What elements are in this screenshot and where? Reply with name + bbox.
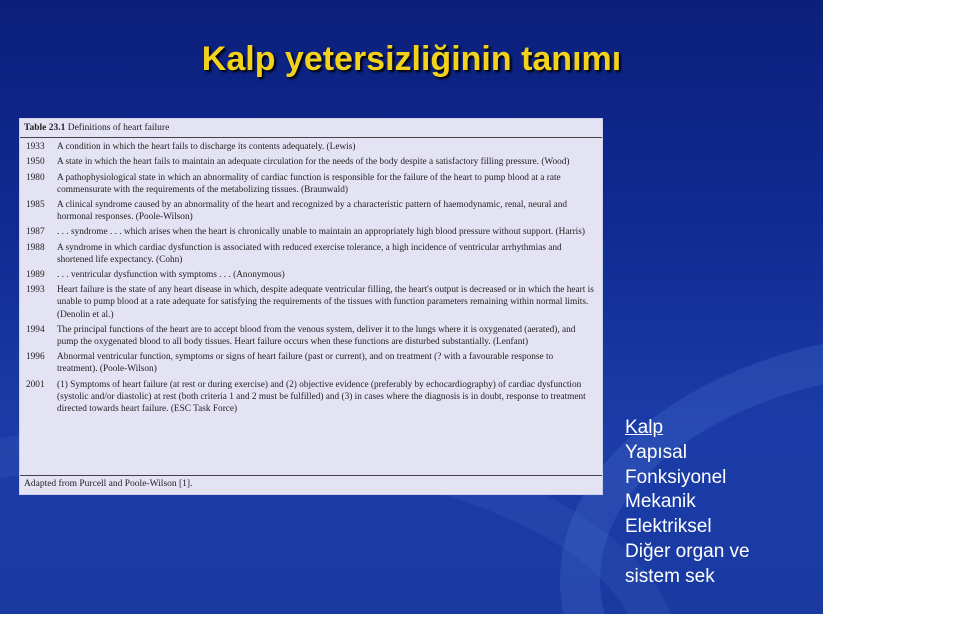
row-year: 1989 <box>26 270 45 281</box>
row-year: 1985 <box>26 200 45 211</box>
row-year: 1993 <box>26 285 45 296</box>
row-definition: . . . ventricular dysfunction with symptoms . . . (Anonymous) <box>57 270 285 281</box>
table-row <box>20 269 602 281</box>
table-row <box>20 324 602 348</box>
row-definition: A syndrome in which cardiac dysfunction is associated with reduced exercise tolerance, a high incidence of ventricular arrhythmias and shortened life expectancy. (Cohn) <box>57 242 562 265</box>
table-row <box>20 242 602 266</box>
side-list <box>625 416 750 590</box>
side-list-items <box>625 441 750 590</box>
side-list-item: Yapısal <box>625 441 687 463</box>
table-caption-label: Table 23.1 <box>24 123 66 133</box>
row-year: 1980 <box>26 172 45 183</box>
table-footer: Adapted from Purcell and Poole-Wilson [1]. <box>20 475 602 494</box>
side-list-item: Mekanik <box>625 491 696 513</box>
table-rows <box>20 141 602 415</box>
table-row <box>20 284 602 321</box>
side-list-item: Elektriksel <box>625 516 712 538</box>
side-list-heading: Kalp <box>625 417 664 438</box>
table-row <box>20 226 602 238</box>
table-row <box>20 172 602 196</box>
row-year: 1987 <box>26 227 45 238</box>
row-year: 1996 <box>26 352 45 363</box>
table-row <box>20 156 602 168</box>
side-list-item: Fonksiyonel <box>625 466 727 488</box>
row-definition: A clinical syndrome caused by an abnormality of the heart and recognized by a characteristic pattern of haemodynamic, renal, neural and hormonal responses. (Poole-Wilson) <box>57 200 568 223</box>
row-year: 1994 <box>26 324 45 335</box>
row-definition: (1) Symptoms of heart failure (at rest or during exercise) and (2) objective evidence (preferably by echocardiography) of cardiac dysfunction (systolic and/or diastolic) at rest (both criteria 1 and 2 must be fulfilled) and (3) in cases where the diagnosis is in doubt, response to treatment directed towards heart failure. (ESC Task Force) <box>57 379 586 415</box>
row-year: 1933 <box>26 142 45 153</box>
side-list-item: Diğer organ ve <box>625 540 750 562</box>
definitions-table <box>19 118 603 495</box>
table-row <box>20 199 602 223</box>
table-row <box>20 379 602 416</box>
row-definition: The principal functions of the heart are to accept blood from the venous system, deliver it to the lungs where it is oxygenated (aerated), and pump the oxygenated blood to all body tissues. Heart failure occurs when these functions are disturbed substantially. (Lenfant) <box>57 324 576 348</box>
row-definition: . . . syndrome . . . which arises when the heart is chronically unable to maintain an appropriately high blood pressure without support. (Harris) <box>57 227 585 238</box>
side-list-item: sistem sek <box>625 565 715 587</box>
row-year: 1950 <box>26 157 45 168</box>
row-definition: A state in which the heart fails to maintain an adequate circulation for the needs of the body despite a satisfactory filling pressure. (Wood) <box>57 157 570 168</box>
row-definition: A pathophysiological state in which an abnormality of cardiac function is responsible for the failure of the heart to pump blood at a rate commensurate with the requirements of the metabolizing tissues. (Braunwald) <box>57 172 561 195</box>
table-caption <box>20 119 602 138</box>
row-definition: Heart failure is the state of any heart disease in which, despite adequate ventricular filling, the heart's output is decreased or in which the heart is unable to pump blood at a rate adequate for satisfying the requirements of the tissues with function parameters remaining within normal limits. (Denolin et al.) <box>57 285 594 320</box>
table-caption-text: Definitions of heart failure <box>67 123 170 133</box>
table-row <box>20 141 602 153</box>
row-year: 2001 <box>26 379 45 390</box>
slide-title: Kalp yetersizliğinin tanımı <box>201 40 622 78</box>
row-definition: A condition in which the heart fails to discharge its contents adequately. (Lewis) <box>57 142 356 153</box>
table-row <box>20 351 602 375</box>
row-year: 1988 <box>26 242 45 253</box>
row-definition: Abnormal ventricular function, symptoms or signs of heart failure (past or current), and on treatment (? with a favourable response to treatment). (Poole-Wilson) <box>57 352 554 375</box>
